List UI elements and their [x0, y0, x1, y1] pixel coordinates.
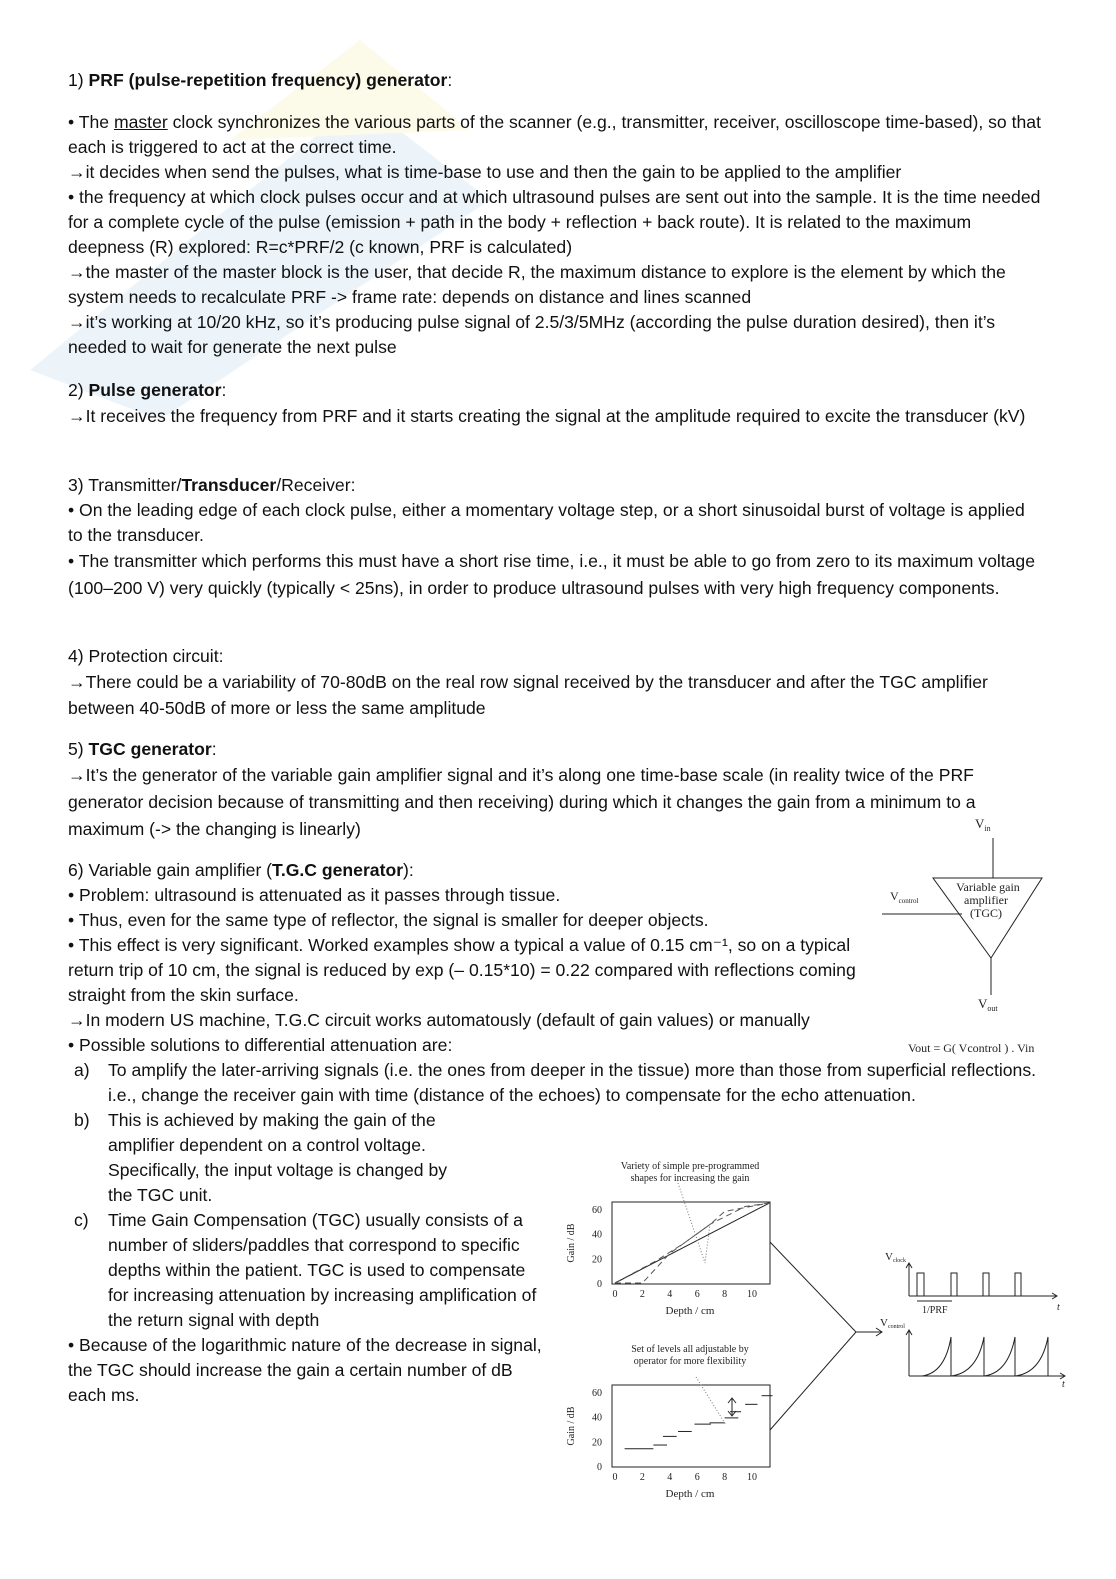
x-tick-label: 0 — [612, 1472, 618, 1483]
amplifier-diagram — [870, 810, 1060, 1060]
amp-formula: Vout = G( Vcontrol ) . Vin — [908, 1041, 1035, 1055]
svg-text:Vcontrol: Vcontrol — [880, 1317, 905, 1330]
paragraph: →the master of the master block is the user, that decide R, the maximum distance to explore is the element by which the system needs to recalculate PRF -> frame rate: depends on distance and lines scanned — [68, 262, 1006, 307]
plot-frame — [612, 1385, 770, 1467]
pointer-lines — [678, 1183, 710, 1263]
svg-text:t: t — [1062, 1379, 1065, 1390]
paragraph: →There could be a variability of 70-80dB on the real row signal received by the transducer and after the TGC amplifier between 40-50dB of more or less the same amplitude — [68, 672, 988, 718]
x-tick-label: 0 — [612, 1289, 618, 1300]
clock-pulse-diagram — [885, 1251, 1060, 1316]
x-axis-label: Depth / cm — [665, 1305, 715, 1317]
section-heading: 1) PRF (pulse-repetition frequency) generator: — [68, 70, 453, 90]
list-marker: c) — [74, 1210, 89, 1230]
paragraph: →it’s working at 10/20 kHz, so it’s producing pulse signal of 2.5/3/5MHz (according the pulse duration desired), then it’s needed to wait for generate the next pulse — [68, 312, 996, 357]
list-marker: a) — [74, 1060, 90, 1080]
y-tick-label: 60 — [592, 1388, 602, 1399]
list-text: This is achieved by making the gain of the amplifier dependent on a control voltage. Specifically, the input voltage is changed by the TGC unit. — [108, 1110, 448, 1205]
paragraph: • The transmitter which performs this must have a short rise time, i.e., it must be able to go from zero to its maximum voltage (100–200 V) very quickly (typically < 25ns), in order to produce ultrasound pulses with very high frequency components. — [68, 551, 1036, 598]
list-item — [68, 1108, 546, 1208]
amp-label: Variable gain — [956, 880, 1020, 894]
paragraph: • Possible solutions to differential attenuation are: — [68, 1035, 453, 1055]
section-heading: 5) TGC generator: — [68, 739, 217, 759]
chart-title: operator for more flexibility — [633, 1356, 747, 1367]
section-transducer — [68, 473, 1043, 602]
y-tick-label: 0 — [597, 1279, 602, 1290]
paragraph: • Problem: ultrasound is attenuated as it passes through tissue. — [68, 885, 561, 905]
list-item — [68, 1058, 1048, 1108]
vout-label: $V_{out}$ — [978, 996, 998, 1013]
paragraph: • the frequency at which clock pulses occur and at which ultrasound pulses are sent out into the sample. It is the time needed for a complete cycle of the pulse (emission + path in the body + reflection + back route). It is related to the maximum deepness (R) explored: R=c*PRF/2 (c known, PRF is calculated) — [68, 187, 1041, 257]
section-heading: 2) Pulse generator: — [68, 380, 227, 400]
x-axis-label: Depth / cm — [665, 1488, 715, 1500]
paragraph: • Because of the logarithmic nature of the decrease in signal, the TGC should increase the gain a certain number of dB each ms. — [68, 1335, 542, 1405]
y-axis-label: Gain / dB — [566, 1223, 577, 1263]
series-line-linear — [615, 1203, 770, 1283]
paragraph: →it decides when send the pulses, what is time-base to use and then the gain to be applied to the amplifier — [68, 162, 902, 182]
y-tick-label: 40 — [592, 1229, 602, 1241]
x-tick-label: 4 — [667, 1289, 673, 1300]
section-heading: 4) Protection circuit: — [68, 646, 224, 666]
chart-title: Set of levels all adjustable by — [631, 1344, 749, 1355]
svg-text:Vclock: Vclock — [885, 1251, 906, 1264]
section-protection — [68, 644, 1043, 721]
paragraph: →In modern US machine, T.G.C circuit works automatously (default of gain values) or manually — [68, 1010, 810, 1030]
x-tick-label: 4 — [667, 1472, 673, 1483]
x-tick-label: 6 — [694, 1472, 700, 1483]
pointer-line — [696, 1377, 726, 1425]
x-tick-label: 10 — [747, 1289, 757, 1300]
y-tick-label: 20 — [592, 1437, 602, 1449]
amp-label: (TGC) — [970, 906, 1002, 920]
paragraph: →It’s the generator of the variable gain amplifier signal and it’s along one time-base scale (in reality twice of the PRF generator decision because of transmitting and then receiving) during which it changes the gain from a minimum to a maximum (-> the changing is linearly) — [68, 765, 976, 839]
chart-title: shapes for increasing the gain — [630, 1173, 750, 1184]
section-pulse-generator — [68, 378, 1043, 430]
list-item — [68, 1208, 546, 1333]
x-tick-label: 2 — [639, 1472, 645, 1483]
gain-shapes-chart — [566, 1161, 770, 1317]
y-tick-label: 40 — [592, 1412, 602, 1424]
vcontrol-label: $V_{control}$ — [890, 889, 919, 905]
paragraph: • This effect is very significant. Worked examples show a typical a value of 0.15 cm⁻¹, so on a typical return trip of 10 cm, the signal is reduced by exp (– 0.15*10) = 0.22 compared with reflections coming straight from the skin surface. — [68, 935, 856, 1005]
paragraph: • Thus, even for the same type of reflector, the signal is smaller for deeper objects. — [68, 910, 709, 930]
x-tick-label: 2 — [639, 1289, 645, 1300]
paragraph: • The master clock synchronizes the various parts of the scanner (e.g., transmitter, receiver, oscilloscope time-based), so that each is triggered to act at the correct time. — [68, 112, 1041, 157]
chart-title: Variety of simple pre-programmed — [620, 1161, 760, 1172]
control-voltage-diagram — [880, 1317, 1065, 1390]
paragraph: →It receives the frequency from PRF and it starts creating the signal at the amplitude required to excite the transducer (kV) — [68, 406, 1026, 426]
section-prf — [68, 68, 1043, 360]
list-text: To amplify the later-arriving signals (i.e. the ones from deeper in the tissue) more than those from superficial reflections. i.e., change the receiver gain with time (distance of the echoes) to compensate for the echo attenuation. — [108, 1060, 1037, 1105]
section-heading: 6) Variable gain amplifier (T.G.C generator): — [68, 860, 414, 880]
vin-label: $V_{in}$ — [975, 816, 991, 833]
svg-text:t: t — [1057, 1302, 1060, 1313]
x-tick-label: 10 — [747, 1472, 757, 1483]
x-tick-label: 8 — [722, 1472, 728, 1483]
x-tick-label: 8 — [722, 1289, 728, 1300]
tgc-figure — [560, 1145, 1070, 1505]
section-heading: 3) Transmitter/Transducer/Receiver: — [68, 475, 356, 495]
gain-levels-chart — [566, 1344, 773, 1500]
prf-label: 1/PRF — [922, 1305, 948, 1316]
list-text: Time Gain Compensation (TGC) usually consists of a number of sliders/paddles that correspond to specific depths within the patient. TGC is used to compensate for increasing attenuation by increasing amplification of the return signal with depth — [108, 1210, 537, 1330]
list-marker: b) — [74, 1110, 90, 1130]
y-tick-label: 20 — [592, 1254, 602, 1266]
y-axis-label: Gain / dB — [566, 1406, 577, 1446]
amp-label: amplifier — [964, 893, 1008, 907]
paragraph: • On the leading edge of each clock pulse, either a momentary voltage step, or a short sinusoidal burst of voltage is applied to the transducer. — [68, 500, 1025, 545]
slider-icon — [728, 1398, 736, 1416]
y-tick-label: 0 — [597, 1462, 602, 1473]
connector-lines — [770, 1242, 856, 1430]
x-tick-label: 6 — [694, 1289, 700, 1300]
y-tick-label: 60 — [592, 1205, 602, 1216]
